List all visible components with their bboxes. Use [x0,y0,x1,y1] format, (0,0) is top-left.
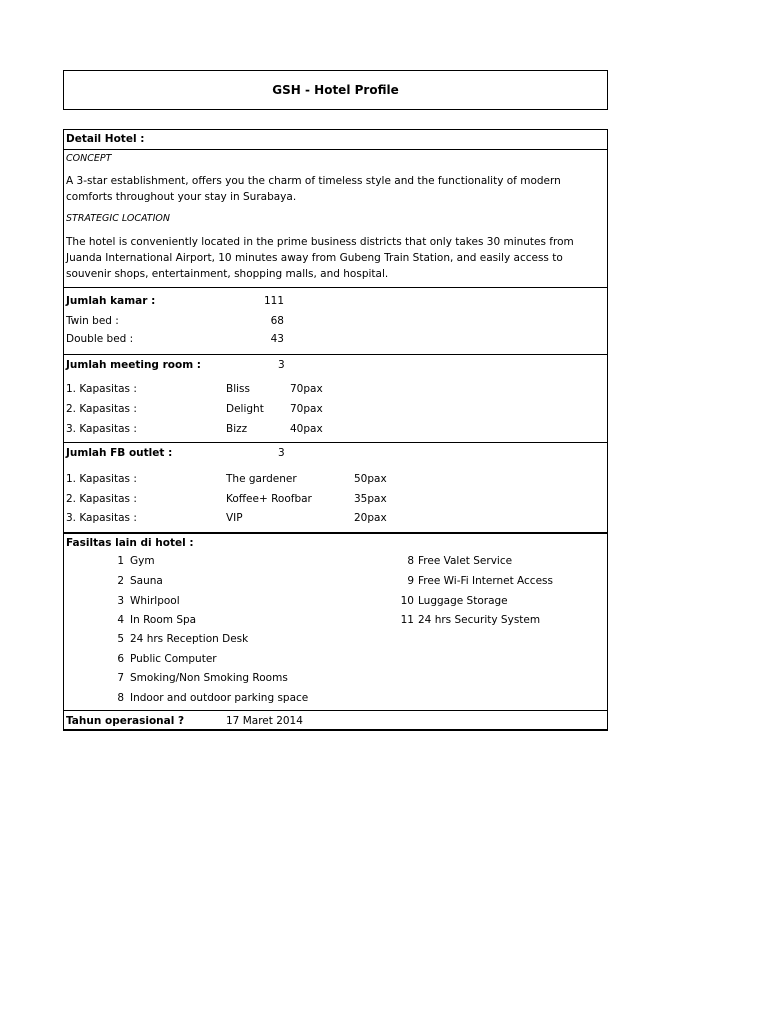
facility-name: 24 hrs Reception Desk [130,633,249,645]
page-title: GSH - Hotel Profile [272,83,399,97]
divider [64,287,607,288]
detail-heading: Detail Hotel : [66,133,145,145]
divider [64,710,607,711]
meeting-room-name: Delight [226,403,264,415]
fb-outlet-capacity: 20pax [354,512,387,524]
facility-name: In Room Spa [130,614,197,626]
meeting-room-name: Bizz [226,423,248,435]
fb-row-label: 1. Kapasitas : [66,473,137,485]
fb-outlet-name: Koffee+ Roofbar [226,493,312,505]
facility-number: 8 [117,692,124,704]
fb-outlet-name: VIP [226,512,243,524]
hotel-profile-table [63,129,608,731]
double-bed-label: Double bed : [66,333,134,345]
divider [64,354,607,355]
facility-name: Gym [130,555,155,567]
operational-value: 17 Maret 2014 [226,715,303,727]
divider [64,442,607,443]
fb-outlet-capacity: 50pax [354,473,387,485]
facility-name: Indoor and outdoor parking space [130,692,309,704]
twin-bed-label: Twin bed : [66,315,119,327]
rooms-total: 111 [263,295,284,307]
facility-number: 8 [407,555,414,567]
twin-bed-value: 68 [270,315,284,327]
facility-number: 6 [117,653,124,665]
facility-number: 9 [407,575,414,587]
meeting-row-label: 3. Kapasitas : [66,423,137,435]
facility-name: Smoking/Non Smoking Rooms [130,672,288,684]
meeting-room-capacity: 40pax [290,423,323,435]
location-text: The hotel is conveniently located in the prime business districts that only takes 30 minutes from Juanda International Airport, 10 minutes away from Gubeng Train Station, and easily access to souvenir shops, entertainment, shopping malls, and hospital. [66,236,574,280]
facility-name: Free Wi-Fi Internet Access [418,575,553,587]
fb-count: 3 [278,447,285,459]
facility-name: Free Valet Service [418,555,513,567]
concept-text: A 3-star establishment, offers you the charm of timeless style and the functionality of modern comforts throughout your stay in Surabaya. [66,175,561,203]
facility-number: 5 [117,633,124,645]
facility-name: 24 hrs Security System [418,614,541,626]
concept-label: CONCEPT [66,153,112,164]
fb-row-label: 2. Kapasitas : [66,493,137,505]
meeting-row-label: 2. Kapasitas : [66,403,137,415]
facility-number: 4 [117,614,124,626]
double-bed-value: 43 [270,333,284,345]
facility-number: 10 [400,595,414,607]
meeting-room-capacity: 70pax [290,403,323,415]
location-label: STRATEGIC LOCATION [66,213,170,224]
facility-number: 3 [117,595,124,607]
meeting-room-name: Bliss [226,383,250,395]
divider [64,532,607,534]
meeting-count: 3 [278,359,285,371]
facility-number: 2 [117,575,124,587]
operational-label: Tahun operasional ? [66,715,185,727]
fb-outlet-capacity: 35pax [354,493,387,505]
fb-row-label: 3. Kapasitas : [66,512,137,524]
meeting-row-label: 1. Kapasitas : [66,383,137,395]
facility-name: Public Computer [130,653,217,665]
facility-name: Luggage Storage [418,595,508,607]
facility-number: 7 [117,672,124,684]
rooms-label: Jumlah kamar : [66,295,156,307]
facility-name: Sauna [130,575,163,587]
title-box [63,70,608,110]
divider [64,149,607,150]
meeting-room-capacity: 70pax [290,383,323,395]
meeting-label: Jumlah meeting room : [66,359,201,371]
facility-number: 1 [117,555,124,567]
facility-number: 11 [400,614,414,626]
facilities-label: Fasiltas lain di hotel : [66,537,194,549]
fb-outlet-name: The gardener [226,473,297,485]
facility-name: Whirlpool [130,595,180,607]
fb-label: Jumlah FB outlet : [66,447,173,459]
